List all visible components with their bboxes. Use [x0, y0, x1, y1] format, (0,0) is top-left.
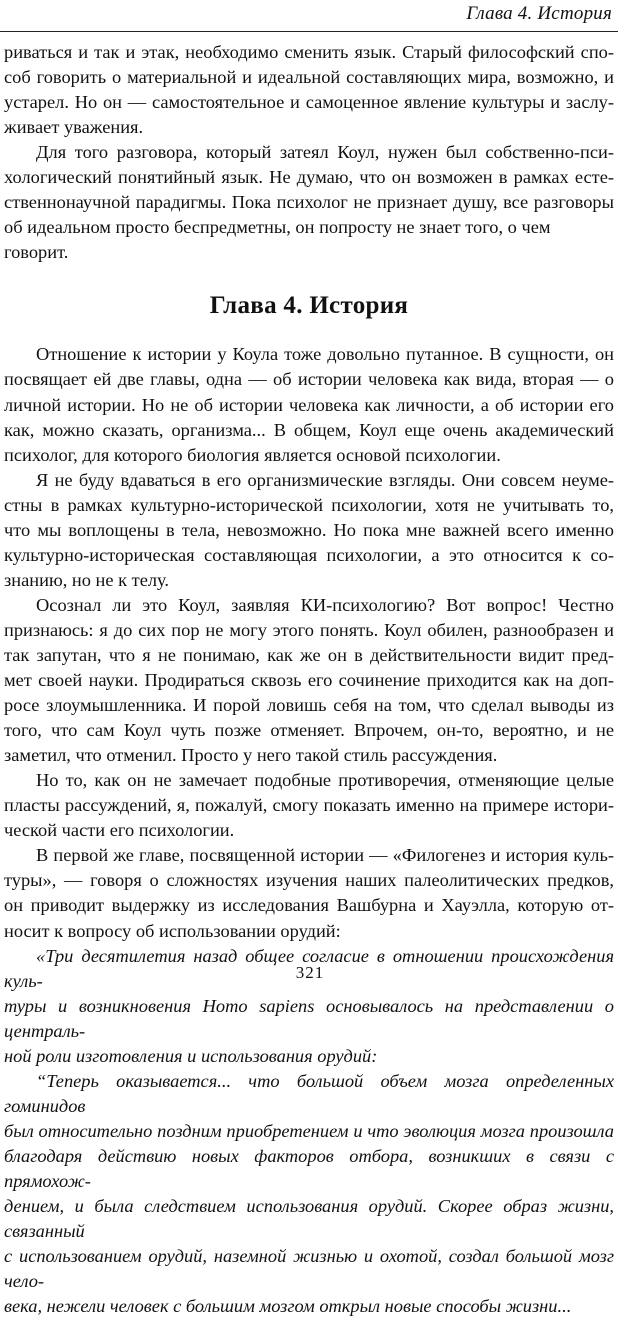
- text-line: В первой же главе, посвященной истории — «Филогенез и история куль-: [36, 845, 614, 866]
- quote-line: века, нежели человек с большим мозгом открыл новые способы жизни...: [4, 1296, 572, 1317]
- block-quote-2: [4, 1069, 614, 1319]
- page-number: 321: [295, 963, 325, 982]
- quote-line: с использованием орудий, наземной жизнью и охотой, создал большой мозг чело-: [4, 1246, 614, 1292]
- quote-line: «Три десятилетия назад общее согласие в отношении происхождения куль-: [4, 945, 614, 991]
- quote-line: ной роли изготовления и использования орудий:: [4, 1045, 378, 1066]
- chapter-heading: Глава 4. История: [209, 292, 409, 320]
- paragraph-7: [4, 843, 614, 943]
- paragraph-2: [4, 140, 614, 265]
- text-line: устарел. Но он — самостоятельное и самоценное явление культуры и заслу-: [4, 92, 614, 113]
- quote-line: был относительно поздним приобретением и что эволюция мозга произошла: [4, 1120, 614, 1141]
- text-line: культурно-историческая составляющая психологии, а это относится к со-: [4, 544, 614, 565]
- text-line: мет своей науки. Продираться сквозь его сочинение приходится как на доп-: [4, 670, 614, 691]
- text-line: он приводит выдержку из исследования Вашбурна и Хауэлла, которую от-: [4, 895, 614, 916]
- quote-line: “Теперь оказывается... что большой объем мозга определенных гоминидов: [4, 1070, 614, 1116]
- text-line: риваться и так и этак, необходимо сменить язык. Старый философский спо-: [4, 42, 614, 62]
- text-line: живает уважения.: [4, 117, 144, 138]
- text-line: хологический понятийный язык. Не думаю, что он возможен в рамках есте-: [4, 167, 614, 188]
- text-line: росе злоумышленника. И порой ловишь себя на том, что сделал выводы из: [4, 695, 614, 716]
- text-line: Для того разговора, который затеял Коул, нужен был собственно-пси-: [36, 142, 614, 163]
- text-line: знанию, но не к телу.: [4, 569, 169, 590]
- text-line: Осознал ли это Коул, заявляя КИ-психологию? Вот вопрос! Честно: [36, 594, 614, 615]
- paragraph-continuation: [4, 40, 614, 140]
- text-line: что мы воплощены в тела, невозможно. Но пока мне важней всего именно: [4, 519, 614, 540]
- text-line: стны в рамках культурно-исторической психологии, хотя не учитывать то,: [4, 494, 614, 515]
- text-line: ческой части его психологии.: [4, 820, 235, 841]
- running-title: Глава 4. История: [466, 3, 612, 24]
- quote-line: благодаря действию новых факторов отбора, возникших в связи с прямохож-: [4, 1145, 614, 1191]
- running-header: [0, 0, 620, 36]
- text-line: как, можно сказать, организма... В общем, Коул еще очень академический: [4, 419, 614, 440]
- text-line: так запутан, что я не понимаю, как же он в действительности видит пред-: [4, 644, 614, 665]
- text-line: носит к вопросу об использовании орудий:: [4, 920, 341, 941]
- header-rule: [0, 31, 618, 32]
- text-line: пласты рассуждений, я, пожалуй, смогу показать именно на примере истори-: [4, 795, 614, 816]
- paragraph-3: [4, 342, 614, 467]
- text-line: Отношение к истории у Коула тоже довольно путанное. В сущности, он: [36, 344, 614, 365]
- text-line: Я не буду вдаваться в его организмические взгляды. Они совсем неуме-: [36, 469, 614, 490]
- paragraph-4: [4, 468, 614, 593]
- text-line: личной истории. Но не об истории человека как личности, а об истории его: [4, 394, 614, 415]
- text-line: психолог, для которого биология является основой психологии.: [4, 444, 501, 465]
- paragraph-6: [4, 768, 614, 843]
- text-line: ственнонаучной парадигмы. Пока психолог не признает душу, все разговоры: [4, 192, 614, 213]
- text-line: соб говорить о материальной и идеальной составляющих мира, возможно, и: [4, 67, 614, 88]
- text-line: об идеальном просто беспредметны, он попросту не знает того, о чем говорит.: [4, 217, 551, 263]
- quote-line: туры и возникновения Homo sapiens основывалось на представлении о централь-: [4, 995, 614, 1041]
- text-line: того, что сам Коул чуть позже отменяет. Впрочем, он-то, вероятно, и не: [4, 720, 614, 741]
- paragraph-5: [4, 593, 614, 768]
- text-line: посвящает ей две главы, одна — об истории человека как вида, вторая — о: [4, 369, 614, 390]
- quote-line: дением, и была следствием использования орудий. Скорее образ жизни, связанный: [4, 1196, 614, 1242]
- text-line: заметил, что отменил. Просто у него такой стиль рассуждения.: [4, 745, 498, 766]
- text-line: туры», — говоря о сложностях изучения наших палеолитических предков,: [4, 870, 614, 891]
- text-line: признаюсь: я до сих пор не могу этого понять. Коул обилен, разнообразен и: [4, 619, 614, 640]
- text-line: Но то, как он не замечает подобные противоречия, отменяющие целые: [36, 770, 614, 791]
- page-body: [4, 40, 614, 1319]
